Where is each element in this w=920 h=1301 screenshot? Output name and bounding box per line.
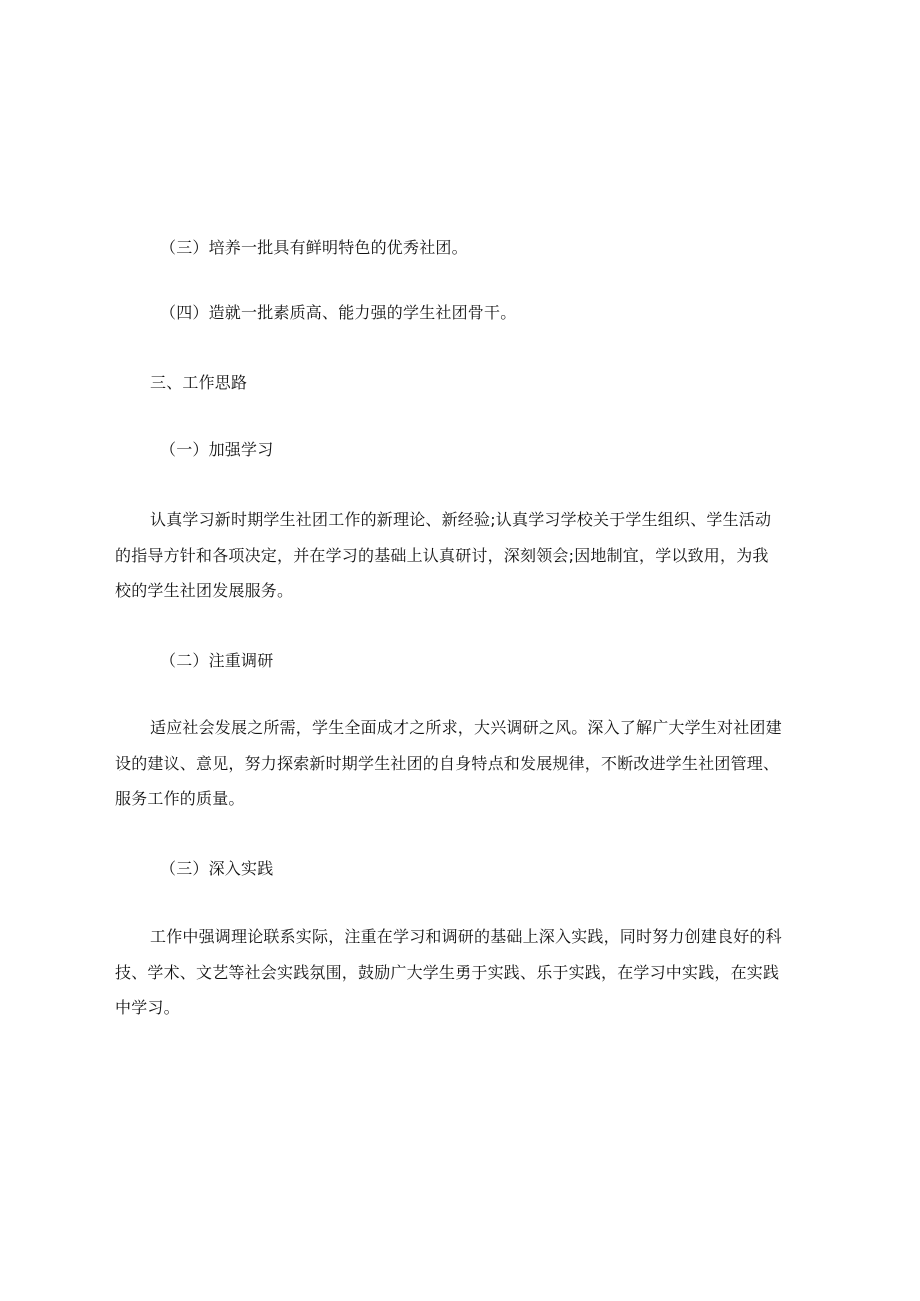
paragraph-research-line-1: 适应社会发展之所需，学生全面成才之所求，大兴调研之风。深入了解广大学生对社团建 xyxy=(150,718,782,737)
paragraph-learning-line-2: 的指导方针和各项决定，并在学习的基础上认真研讨，深刻领会;因地制宜，学以致用，为我 xyxy=(115,546,769,565)
paragraph-practice-line-2: 技、学术、文艺等社会实践氛围，鼓励广大学生勇于实践、乐于实践，在学习中实践，在实践 xyxy=(115,963,780,982)
paragraph-research-line-2: 设的建议、意见，努力探索新时期学生社团的自身特点和发展规律，不断改进学生社团管理、 xyxy=(115,754,780,773)
paragraph-research-line-3: 服务工作的质量。 xyxy=(115,789,245,808)
goal-item-4: （四）造就一批素质高、能力强的学生社团骨干。 xyxy=(160,303,517,322)
goal-item-3: （三）培养一批具有鲜明特色的优秀社团。 xyxy=(160,238,468,257)
subheading-research: （二）注重调研 xyxy=(160,651,274,670)
subheading-practice: （三）深入实践 xyxy=(160,859,274,878)
subheading-strengthen-learning: （一）加强学习 xyxy=(160,440,274,459)
paragraph-learning-line-1: 认真学习新时期学生社团工作的新理论、新经验;认真学习学校关于学生组织、学生活动 xyxy=(150,510,772,529)
section-heading-work-approach: 三、工作思路 xyxy=(150,373,248,392)
paragraph-practice-line-1: 工作中强调理论联系实际，注重在学习和调研的基础上深入实践，同时努力创建良好的科 xyxy=(150,927,782,946)
paragraph-practice-line-3: 中学习。 xyxy=(115,998,180,1017)
paragraph-learning-line-3: 校的学生社团发展服务。 xyxy=(115,581,294,600)
